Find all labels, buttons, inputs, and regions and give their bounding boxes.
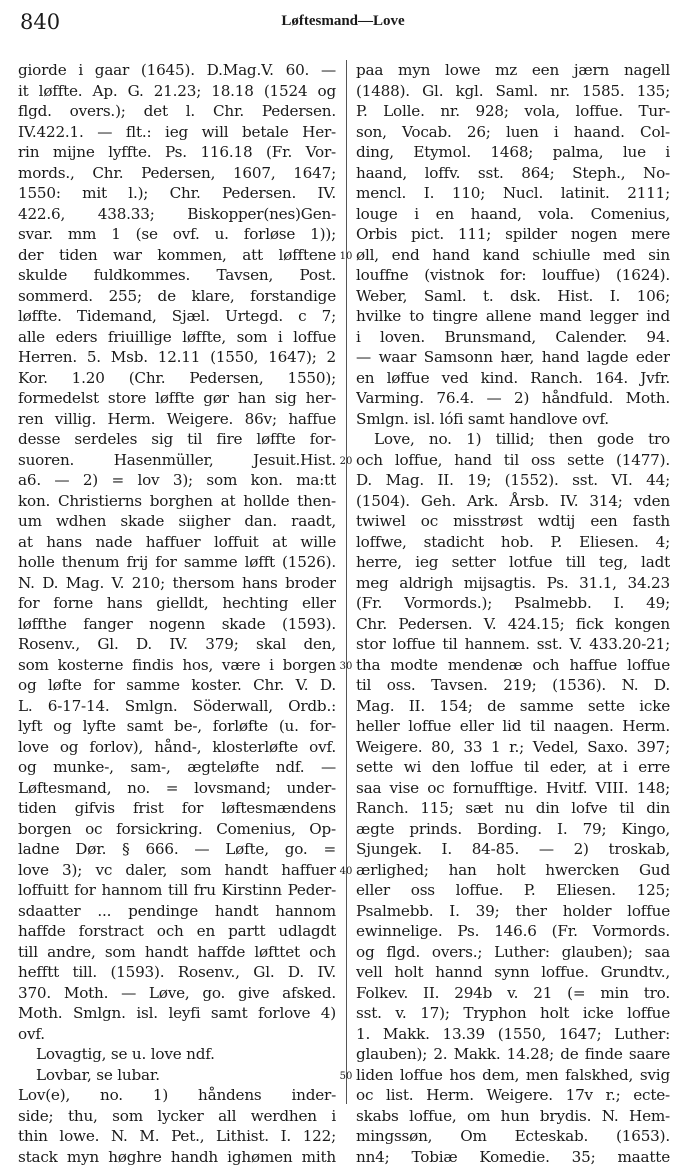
- text-line: Kor. 1.20 (Chr. Pedersen, 1550);: [18, 368, 336, 389]
- text-line: twiwel oc misstrøst wdtij een fasth: [356, 511, 670, 532]
- text-line: sst. v. 17); Tryphon holt icke loffue: [356, 1003, 670, 1024]
- text-line: løffte. Tidemand, Sjæl. Urtegd. c 7;: [18, 306, 336, 327]
- text-line: stack myn høghre handh ighømen mith: [18, 1147, 336, 1167]
- text-line: suoren. Hasenmüller, Jesuit.Hist.: [18, 450, 336, 471]
- text-line: side; thu, som lycker all werdhen i: [18, 1106, 336, 1127]
- text-line: svar. mm 1 (se ovf. u. forløse 1));: [18, 224, 336, 245]
- text-line: a6. — 2) = lov 3); som kon. ma:tt: [18, 470, 336, 491]
- text-line: 422.6, 438.33; Biskopper(nes)Gen-: [18, 204, 336, 225]
- text-line: loffuitt for hannom till fru Kirstinn Peder-: [18, 880, 336, 901]
- text-line: en løffue ved kind. Ranch. 164. Jvfr.: [356, 368, 670, 389]
- text-line: thin lowe. N. M. Pet., Lithist. I. 122;: [18, 1126, 336, 1147]
- line-number-marker: 10: [336, 247, 356, 268]
- text-line: Chr. Pedersen. V. 424.15; fick kongen: [356, 614, 670, 635]
- text-line: ewinnelige. Ps. 146.6 (Fr. Vormords.: [356, 921, 670, 942]
- text-line: tha modte mendenæ och haffue loffue: [356, 655, 670, 676]
- text-line: till andre, som handt haffde løfttet och: [18, 942, 336, 963]
- text-line: nn4; Tobiæ Komedie. 35; maatte: [356, 1147, 670, 1167]
- text-line: — waar Samsonn hær, hand lagde eder: [356, 347, 670, 368]
- text-line: 370. Moth. — Løve, go. give afsked.: [18, 983, 336, 1004]
- line-number-marker: 50: [336, 1067, 356, 1088]
- text-line: saa vise oc fornufftige. Hvitf. VIII. 148;: [356, 778, 670, 799]
- text-line: hefftt till. (1593). Rosenv., Gl. D. IV.: [18, 962, 336, 983]
- text-line: Lov(e), no. 1) håndens inder-: [18, 1085, 336, 1106]
- text-line: Love, no. 1) tillid; then gode tro: [356, 429, 670, 450]
- text-line: sette wi den loffue til eder, at i erre: [356, 757, 670, 778]
- text-line: L. 6-17-14. Smlgn. Söderwall, Ordb.:: [18, 696, 336, 717]
- text-line: løffthe fanger nogenn skade (1593).: [18, 614, 336, 635]
- text-line: ovf.: [18, 1024, 336, 1045]
- text-line: ærlighed; han holt hwercken Gud: [356, 860, 670, 881]
- text-line: formedelst store løffte gør han sig her-: [18, 388, 336, 409]
- text-line: it løffte. Ap. G. 21.23; 18.18 (1524 og: [18, 81, 336, 102]
- text-line: Løftesmand, no. = lovsmand; under-: [18, 778, 336, 799]
- text-line: Folkev. II. 294b v. 21 (= min tro.: [356, 983, 670, 1004]
- text-line: giorde i gaar (1645). D.Mag.V. 60. —: [18, 60, 336, 81]
- text-line: D. Mag. II. 19; (1552). sst. VI. 44;: [356, 470, 670, 491]
- text-line: Varming. 76.4. — 2) håndfuld. Moth.: [356, 388, 670, 409]
- text-line: ding, Etymol. 1468; palma, lue i: [356, 142, 670, 163]
- text-line: son, Vocab. 26; luen i haand. Col-: [356, 122, 670, 143]
- text-line: Weber, Saml. t. dsk. Hist. I. 106;: [356, 286, 670, 307]
- text-line: P. Lolle. nr. 928; vola, loffue. Tur-: [356, 101, 670, 122]
- text-line: louge i en haand, vola. Comenius,: [356, 204, 670, 225]
- line-number-marker: 30: [336, 657, 356, 678]
- text-line: at hans nade haffuer loffuit at wille: [18, 532, 336, 553]
- right-column: [356, 60, 670, 1167]
- text-line: Psalmebb. I. 39; ther holder loffue: [356, 901, 670, 922]
- text-line: sdaatter ... pendinge handt hannom: [18, 901, 336, 922]
- page-header: [20, 10, 666, 36]
- text-line: til oss. Tavsen. 219; (1536). N. D.: [356, 675, 670, 696]
- text-line: Rosenv., Gl. D. IV. 379; skal den,: [18, 634, 336, 655]
- text-line: love 3); vc daler, som handt haffuer: [18, 860, 336, 881]
- text-line: vell holt hannd synn loffue. Grundtv.,: [356, 962, 670, 983]
- text-line: lyft og lyfte samt be-, forløfte (u. for-: [18, 716, 336, 737]
- line-number-marker: 20: [336, 452, 356, 473]
- text-line: der tiden war kommen, att løfftene: [18, 245, 336, 266]
- text-line: desse serdeles sig til fire løffte for-: [18, 429, 336, 450]
- text-line: i loven. Brunsmand, Calender. 94.: [356, 327, 670, 348]
- text-line: mingssøn, Om Ecteskab. (1653).: [356, 1126, 670, 1147]
- text-line: ren villig. Herm. Weigere. 86v; haffue: [18, 409, 336, 430]
- text-line: (1504). Geh. Ark. Årsb. IV. 314; vden: [356, 491, 670, 512]
- text-line: alle eders friuillige løffte, som i loffue: [18, 327, 336, 348]
- text-line: haffde forstract och en partt udlagdt: [18, 921, 336, 942]
- text-line: for forne hans gielldt, hechting eller: [18, 593, 336, 614]
- running-head: Løftesmand—Love: [20, 13, 666, 30]
- text-line: rin mijne lyffte. Ps. 116.18 (Fr. Vor-: [18, 142, 336, 163]
- text-line: 1550: mit l.); Chr. Pedersen. IV.: [18, 183, 336, 204]
- text-line: Moth. Smlgn. isl. leyfi samt forlove 4): [18, 1003, 336, 1024]
- text-line: Mag. II. 154; de samme sette icke: [356, 696, 670, 717]
- text-line: N. D. Mag. V. 210; thersom hans broder: [18, 573, 336, 594]
- text-line: kon. Christierns borghen at hollde then-: [18, 491, 336, 512]
- text-line: heller loffue eller lid til naagen. Herm.: [356, 716, 670, 737]
- text-line: paa myn lowe mz een jærn nagell: [356, 60, 670, 81]
- text-line: IV.422.1. — flt.: ieg will betale Her-: [18, 122, 336, 143]
- text-line: flgd. overs.); det l. Chr. Pedersen.: [18, 101, 336, 122]
- text-line: loffwe, stadicht hob. P. Eliesen. 4;: [356, 532, 670, 553]
- text-line: mords., Chr. Pedersen, 1607, 1647;: [18, 163, 336, 184]
- text-line: 1. Makk. 13.39 (1550, 1647; Luther:: [356, 1024, 670, 1045]
- text-line: mencl. I. 110; Nucl. latinit. 2111;: [356, 183, 670, 204]
- text-line: liden loffue hos dem, men falskhed, svig: [356, 1065, 670, 1086]
- text-line: eller oss loffue. P. Eliesen. 125;: [356, 880, 670, 901]
- text-line: Weigere. 80, 33 1 r.; Vedel, Saxo. 397;: [356, 737, 670, 758]
- text-line: og løfte for samme koster. Chr. V. D.: [18, 675, 336, 696]
- text-line: Herren. 5. Msb. 12.11 (1550, 1647); 2: [18, 347, 336, 368]
- text-line: love og forlov), hånd-, klosterløfte ovf.: [18, 737, 336, 758]
- text-line: Orbis pict. 111; spilder nogen mere: [356, 224, 670, 245]
- text-line: meg aldrigh mijsagtis. Ps. 31.1, 34.23: [356, 573, 670, 594]
- left-column: [18, 60, 336, 1167]
- text-line: Sjungek. I. 84-85. — 2) troskab,: [356, 839, 670, 860]
- text-line: Lovbar, se lubar.: [18, 1065, 336, 1086]
- text-line: ægte prinds. Bording. I. 79; Kingo,: [356, 819, 670, 840]
- line-number-marker: 40: [336, 862, 356, 883]
- text-line: som kosterne findis hos, være i borgen: [18, 655, 336, 676]
- text-line: hvilke to tingre allene mand legger ind: [356, 306, 670, 327]
- text-line: um wdhen skade siigher dan. raadt,: [18, 511, 336, 532]
- text-line: og flgd. overs.; Luther: glauben); saa: [356, 942, 670, 963]
- text-line: sommerd. 255; de klare, forstandige: [18, 286, 336, 307]
- text-line: Ranch. 115; sæt nu din lofve til din: [356, 798, 670, 819]
- text-line: herre, ieg setter lotfue till teg, ladt: [356, 552, 670, 573]
- page-number: 840: [20, 10, 60, 34]
- text-line: tiden gifvis frist for løftesmændens: [18, 798, 336, 819]
- text-line: og munke-, sam-, ægteløfte ndf. —: [18, 757, 336, 778]
- text-line: øll, end hand kand schiulle med sin: [356, 245, 670, 266]
- text-line: Smlgn. isl. lófi samt handlove ovf.: [356, 409, 670, 430]
- text-line: skulde fuldkommes. Tavsen, Post.: [18, 265, 336, 286]
- text-line: skabs loffue, om hun brydis. N. Hem-: [356, 1106, 670, 1127]
- text-line: (Fr. Vormords.); Psalmebb. I. 49;: [356, 593, 670, 614]
- text-line: glauben); 2. Makk. 14.28; de finde saare: [356, 1044, 670, 1065]
- text-line: holle thenum frij for samme løfft (1526).: [18, 552, 336, 573]
- text-line: oc list. Herm. Weigere. 17v r.; ecte-: [356, 1085, 670, 1106]
- text-line: haand, loffv. sst. 864; Steph., No-: [356, 163, 670, 184]
- text-line: Lovagtig, se u. love ndf.: [18, 1044, 336, 1065]
- text-line: louffne (vistnok for: louffue) (1624).: [356, 265, 670, 286]
- text-line: och loffue, hand til oss sette (1477).: [356, 450, 670, 471]
- text-line: borgen oc forsickring. Comenius, Op-: [18, 819, 336, 840]
- column-divider: [346, 60, 347, 1104]
- text-line: ladne Dør. § 666. — Løfte, go. =: [18, 839, 336, 860]
- text-line: (1488). Gl. kgl. Saml. nr. 1585. 135;: [356, 81, 670, 102]
- text-line: stor loffue til hannem. sst. V. 433.20-21;: [356, 634, 670, 655]
